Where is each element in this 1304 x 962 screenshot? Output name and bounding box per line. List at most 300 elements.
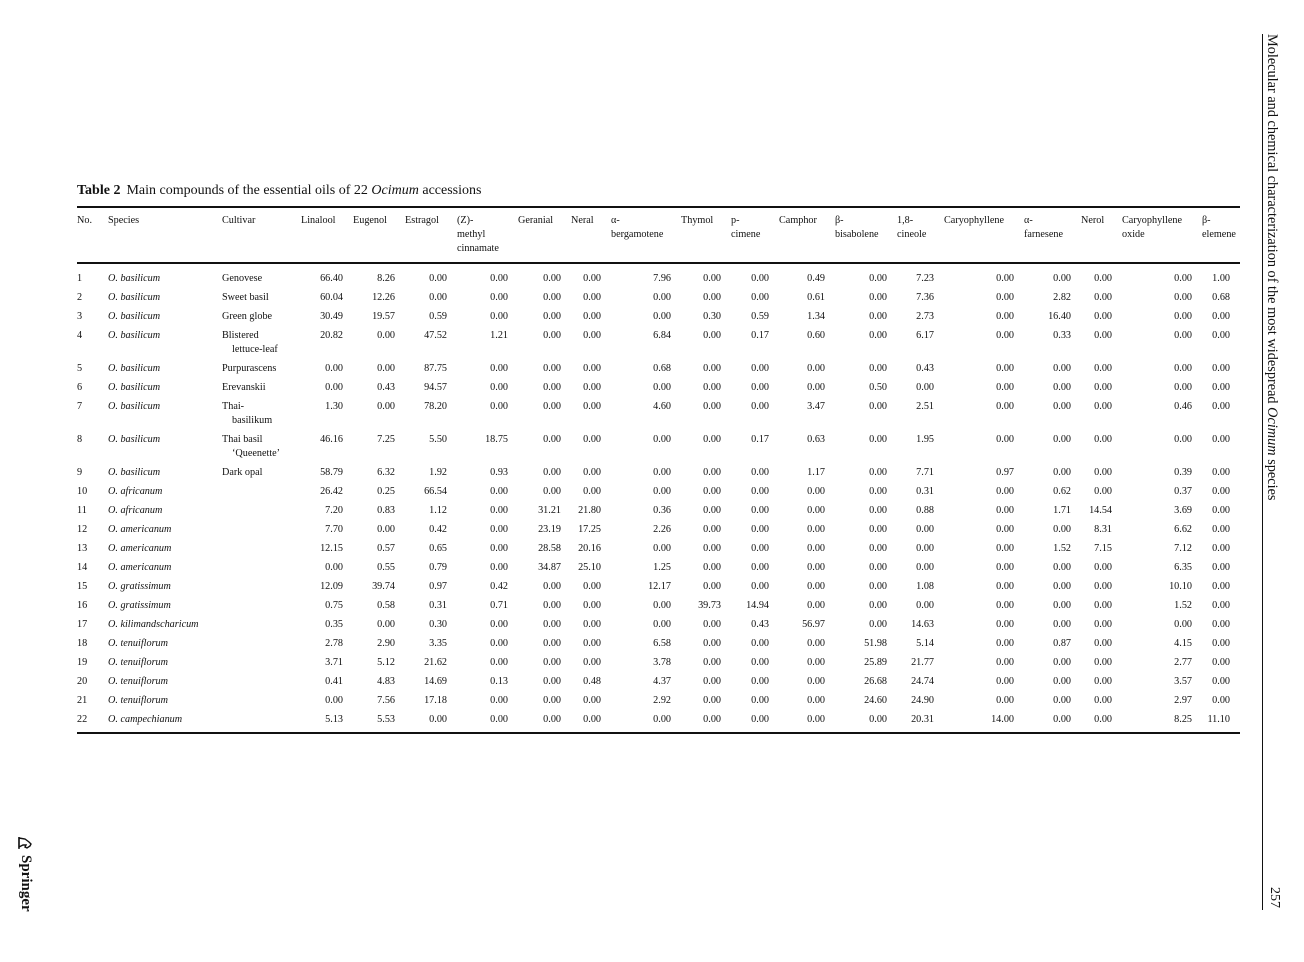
table-row [77, 713, 1240, 733]
value-cell: 0.00 [1053, 382, 1071, 393]
value-cell: 0.00 [653, 619, 671, 630]
cultivar-cell [222, 362, 301, 381]
row-number: 8 [77, 434, 83, 445]
column-header [731, 207, 779, 263]
table-row [77, 523, 1240, 542]
cultivar-cell [222, 561, 301, 580]
value-cell: 0.00 [1212, 543, 1230, 554]
value-cell: 0.00 [751, 562, 769, 573]
value-cell: 6.32 [377, 467, 395, 478]
value-cell: 0.17 [751, 434, 769, 445]
value-cell: 0.00 [996, 505, 1014, 516]
value-cell: 2.97 [1174, 695, 1192, 706]
value-cell: 0.55 [377, 562, 395, 573]
table-row [77, 310, 1240, 329]
column-header-line: Caryophyllene [944, 215, 1004, 226]
column-header-line: Neral [571, 215, 594, 226]
value-cell: 31.21 [538, 505, 561, 516]
value-cell: 56.97 [802, 619, 825, 630]
cultivar-cell [222, 485, 301, 504]
cultivar-cell [222, 599, 301, 618]
value-cell: 20.16 [578, 543, 601, 554]
value-cell: 0.59 [751, 311, 769, 322]
value-cell: 0.00 [543, 434, 561, 445]
value-cell: 0.00 [583, 434, 601, 445]
value-cell: 0.97 [429, 581, 447, 592]
value-cell: 0.00 [325, 363, 343, 374]
value-cell: 0.00 [869, 600, 887, 611]
value-cell: 0.00 [751, 581, 769, 592]
cultivar-cell [222, 542, 301, 561]
value-cell: 20.31 [911, 714, 934, 725]
column-header-line: oxide [1122, 229, 1145, 240]
publisher-name: Springer [18, 855, 34, 912]
value-cell: 7.36 [916, 292, 934, 303]
value-cell: 17.18 [424, 695, 447, 706]
value-cell: 0.00 [703, 619, 721, 630]
value-cell: 0.00 [1174, 273, 1192, 284]
cultivar-cell [222, 263, 301, 291]
cultivar-line: lettuce-leaf [232, 344, 278, 355]
value-cell: 0.65 [429, 543, 447, 554]
cultivar-cell [222, 637, 301, 656]
running-head-genus: Ocimum [1264, 407, 1280, 456]
value-cell: 7.20 [325, 505, 343, 516]
value-cell: 0.30 [429, 619, 447, 630]
value-cell: 0.00 [1053, 714, 1071, 725]
value-cell: 39.73 [698, 600, 721, 611]
value-cell: 0.00 [996, 434, 1014, 445]
value-cell: 6.35 [1174, 562, 1192, 573]
value-cell: 0.00 [653, 543, 671, 554]
value-cell: 0.00 [1212, 467, 1230, 478]
cultivar-line: Dark opal [222, 467, 263, 478]
species-cell: O. basilicum [108, 311, 161, 322]
value-cell: 0.00 [1212, 638, 1230, 649]
value-cell: 0.00 [490, 505, 508, 516]
row-number: 15 [77, 581, 88, 592]
value-cell: 0.00 [869, 330, 887, 341]
row-number: 11 [77, 505, 87, 516]
value-cell: 1.21 [490, 330, 508, 341]
value-cell: 0.00 [1094, 292, 1112, 303]
value-cell: 0.00 [996, 543, 1014, 554]
column-header-line: cinnamate [457, 243, 499, 254]
column-header [222, 207, 301, 263]
value-cell: 0.00 [1094, 401, 1112, 412]
value-cell: 14.54 [1089, 505, 1112, 516]
value-cell: 0.00 [703, 330, 721, 341]
species-cell: O. basilicum [108, 330, 161, 341]
value-cell: 6.17 [916, 330, 934, 341]
value-cell: 0.00 [543, 486, 561, 497]
value-cell: 0.00 [996, 600, 1014, 611]
value-cell: 0.00 [703, 562, 721, 573]
value-cell: 0.00 [807, 505, 825, 516]
value-cell: 0.00 [869, 434, 887, 445]
value-cell: 0.00 [583, 714, 601, 725]
table-row [77, 618, 1240, 637]
cultivar-cell [222, 291, 301, 310]
value-cell: 0.00 [996, 311, 1014, 322]
column-header [1024, 207, 1081, 263]
cultivar-line: Green globe [222, 311, 273, 322]
value-cell: 1.95 [916, 434, 934, 445]
column-header [779, 207, 835, 263]
value-cell: 0.62 [1053, 486, 1071, 497]
species-cell: O. americanum [108, 524, 172, 535]
table-row [77, 329, 1240, 362]
value-cell: 0.00 [807, 562, 825, 573]
row-number: 2 [77, 292, 83, 303]
value-cell: 0.00 [1053, 695, 1071, 706]
value-cell: 2.77 [1174, 657, 1192, 668]
value-cell: 0.00 [1094, 714, 1112, 725]
value-cell: 0.00 [325, 695, 343, 706]
running-head-rule [1262, 34, 1263, 910]
value-cell: 7.70 [325, 524, 343, 535]
value-cell: 5.12 [377, 657, 395, 668]
value-cell: 1.12 [429, 505, 447, 516]
value-cell: 0.00 [583, 273, 601, 284]
cultivar-line: Blistered [222, 330, 259, 341]
value-cell: 0.37 [1174, 486, 1192, 497]
column-header [897, 207, 944, 263]
column-header-line: p- [731, 215, 740, 226]
column-header-line: Estragol [405, 215, 439, 226]
value-cell: 0.00 [996, 401, 1014, 412]
value-cell: 0.00 [1212, 657, 1230, 668]
value-cell: 0.68 [653, 363, 671, 374]
value-cell: 2.26 [653, 524, 671, 535]
column-header [571, 207, 611, 263]
value-cell: 0.00 [583, 619, 601, 630]
value-cell: 5.50 [429, 434, 447, 445]
value-cell: 0.00 [543, 311, 561, 322]
value-cell: 0.00 [1212, 363, 1230, 374]
value-cell: 0.00 [490, 524, 508, 535]
value-cell: 51.98 [864, 638, 887, 649]
row-number: 17 [77, 619, 88, 630]
value-cell: 0.87 [1053, 638, 1071, 649]
value-cell: 0.00 [653, 486, 671, 497]
cultivar-cell [222, 675, 301, 694]
species-cell: O. tenuiflorum [108, 657, 168, 668]
species-cell: O. americanum [108, 543, 172, 554]
value-cell: 0.00 [653, 292, 671, 303]
species-cell: O. basilicum [108, 273, 161, 284]
table-caption [77, 183, 481, 199]
page-number: 257 [1267, 887, 1282, 908]
value-cell: 3.71 [325, 657, 343, 668]
row-number: 6 [77, 382, 83, 393]
value-cell: 0.33 [1053, 330, 1071, 341]
value-cell: 7.96 [653, 273, 671, 284]
value-cell: 0.00 [703, 676, 721, 687]
row-number: 18 [77, 638, 88, 649]
value-cell: 0.00 [1094, 695, 1112, 706]
value-cell: 0.00 [1212, 330, 1230, 341]
column-header-line: bisabolene [835, 229, 879, 240]
value-cell: 0.00 [703, 486, 721, 497]
cultivar-cell [222, 400, 301, 433]
value-cell: 0.00 [543, 638, 561, 649]
value-cell: 0.00 [1212, 505, 1230, 516]
value-cell: 0.00 [996, 638, 1014, 649]
value-cell: 0.41 [325, 676, 343, 687]
value-cell: 0.00 [996, 292, 1014, 303]
value-cell: 0.00 [807, 524, 825, 535]
value-cell: 2.51 [916, 401, 934, 412]
value-cell: 87.75 [424, 363, 447, 374]
value-cell: 1.08 [916, 581, 934, 592]
value-cell: 0.00 [751, 638, 769, 649]
value-cell: 0.00 [751, 543, 769, 554]
value-cell: 0.00 [703, 434, 721, 445]
springer-horse-icon [18, 835, 34, 851]
column-header-line: α- [1024, 215, 1033, 226]
value-cell: 0.00 [583, 363, 601, 374]
value-cell: 58.79 [320, 467, 343, 478]
value-cell: 0.00 [996, 524, 1014, 535]
value-cell: 0.00 [1053, 363, 1071, 374]
value-cell: 0.00 [490, 543, 508, 554]
table-row [77, 381, 1240, 400]
value-cell: 0.00 [869, 714, 887, 725]
value-cell: 0.00 [1053, 600, 1071, 611]
table-container [77, 206, 1240, 734]
column-header [405, 207, 457, 263]
value-cell: 0.00 [583, 695, 601, 706]
value-cell: 78.20 [424, 401, 447, 412]
value-cell: 0.00 [653, 600, 671, 611]
value-cell: 0.00 [1212, 676, 1230, 687]
value-cell: 0.00 [1094, 363, 1112, 374]
value-cell: 0.00 [543, 619, 561, 630]
species-cell: O. kilimandscharicum [108, 619, 199, 630]
value-cell: 0.00 [583, 467, 601, 478]
value-cell: 0.00 [869, 363, 887, 374]
value-cell: 0.31 [429, 600, 447, 611]
value-cell: 0.00 [703, 382, 721, 393]
value-cell: 0.00 [869, 619, 887, 630]
column-header [77, 207, 108, 263]
cultivar-cell [222, 310, 301, 329]
value-cell: 0.00 [1053, 467, 1071, 478]
value-cell: 0.00 [751, 676, 769, 687]
column-header [518, 207, 571, 263]
value-cell: 0.00 [807, 382, 825, 393]
value-cell: 0.00 [490, 486, 508, 497]
value-cell: 0.00 [807, 714, 825, 725]
value-cell: 0.83 [377, 505, 395, 516]
value-cell: 0.00 [490, 562, 508, 573]
value-cell: 4.15 [1174, 638, 1192, 649]
value-cell: 0.00 [751, 695, 769, 706]
table-row [77, 675, 1240, 694]
value-cell: 0.79 [429, 562, 447, 573]
value-cell: 0.57 [377, 543, 395, 554]
value-cell: 0.00 [490, 714, 508, 725]
value-cell: 3.47 [807, 401, 825, 412]
value-cell: 0.00 [751, 657, 769, 668]
value-cell: 0.00 [490, 638, 508, 649]
value-cell: 0.43 [377, 382, 395, 393]
value-cell: 24.90 [911, 695, 934, 706]
value-cell: 0.00 [703, 543, 721, 554]
running-head-text: Molecular and chemical characterization of the most widespread [1264, 34, 1280, 404]
value-cell: 0.00 [996, 562, 1014, 573]
value-cell: 2.90 [377, 638, 395, 649]
value-cell: 30.49 [320, 311, 343, 322]
table-label: Table 2 [77, 183, 121, 198]
value-cell: 0.63 [807, 434, 825, 445]
value-cell: 28.58 [538, 543, 561, 554]
value-cell: 6.58 [653, 638, 671, 649]
value-cell: 3.78 [653, 657, 671, 668]
value-cell: 3.69 [1174, 505, 1192, 516]
value-cell: 0.00 [1094, 676, 1112, 687]
column-header-line: cineole [897, 229, 927, 240]
value-cell: 0.00 [996, 273, 1014, 284]
row-number: 13 [77, 543, 88, 554]
value-cell: 0.00 [1212, 619, 1230, 630]
value-cell: 0.00 [583, 401, 601, 412]
cultivar-line: Thai basil [222, 434, 263, 445]
cultivar-cell [222, 713, 301, 733]
value-cell: 66.54 [424, 486, 447, 497]
value-cell: 0.42 [490, 581, 508, 592]
species-cell: O. basilicum [108, 467, 161, 478]
value-cell: 0.00 [807, 676, 825, 687]
cultivar-line: basilikum [232, 415, 273, 426]
cultivar-cell [222, 580, 301, 599]
value-cell: 1.00 [1212, 273, 1230, 284]
table-body [77, 263, 1240, 733]
value-cell: 0.75 [325, 600, 343, 611]
column-header-line: bergamotene [611, 229, 664, 240]
cultivar-cell [222, 523, 301, 542]
value-cell: 0.00 [751, 505, 769, 516]
value-cell: 0.00 [583, 657, 601, 668]
value-cell: 0.00 [490, 401, 508, 412]
caption-text-end: accessions [422, 183, 482, 198]
value-cell: 0.00 [1094, 273, 1112, 284]
value-cell: 0.00 [490, 657, 508, 668]
value-cell: 5.14 [916, 638, 934, 649]
value-cell: 0.00 [490, 382, 508, 393]
value-cell: 0.00 [807, 486, 825, 497]
value-cell: 0.00 [543, 600, 561, 611]
value-cell: 0.00 [703, 695, 721, 706]
column-header [944, 207, 1024, 263]
column-header-line: β- [835, 215, 844, 226]
species-cell: O. tenuiflorum [108, 638, 168, 649]
value-cell: 0.00 [653, 434, 671, 445]
table-row [77, 580, 1240, 599]
species-cell: O. tenuiflorum [108, 676, 168, 687]
value-cell: 0.00 [1174, 311, 1192, 322]
value-cell: 0.00 [429, 714, 447, 725]
value-cell: 0.00 [996, 486, 1014, 497]
value-cell: 0.00 [996, 676, 1014, 687]
column-header [1122, 207, 1202, 263]
value-cell: 20.82 [320, 330, 343, 341]
value-cell: 0.00 [583, 292, 601, 303]
caption-text: Main compounds of the essential oils of 22 [126, 183, 368, 198]
table-row [77, 466, 1240, 485]
value-cell: 3.57 [1174, 676, 1192, 687]
value-cell: 0.00 [543, 581, 561, 592]
value-cell: 0.00 [807, 363, 825, 374]
value-cell: 14.69 [424, 676, 447, 687]
value-cell: 0.00 [377, 401, 395, 412]
column-header-line: Geranial [518, 215, 554, 226]
value-cell: 0.00 [1174, 292, 1192, 303]
value-cell: 0.00 [996, 619, 1014, 630]
value-cell: 0.00 [1212, 311, 1230, 322]
value-cell: 0.13 [490, 676, 508, 687]
value-cell: 0.43 [751, 619, 769, 630]
running-head-suffix: species [1264, 459, 1280, 501]
value-cell: 0.00 [1212, 434, 1230, 445]
value-cell: 0.00 [653, 714, 671, 725]
value-cell: 0.00 [703, 714, 721, 725]
value-cell: 0.00 [1212, 382, 1230, 393]
value-cell: 16.40 [1048, 311, 1071, 322]
column-header-line: farnesene [1024, 229, 1064, 240]
value-cell: 12.17 [648, 581, 671, 592]
value-cell: 21.77 [911, 657, 934, 668]
value-cell: 0.00 [1053, 676, 1071, 687]
value-cell: 7.71 [916, 467, 934, 478]
row-number: 16 [77, 600, 88, 611]
value-cell: 0.00 [807, 600, 825, 611]
table-row [77, 561, 1240, 580]
table-row [77, 637, 1240, 656]
value-cell: 0.00 [1094, 330, 1112, 341]
column-header [108, 207, 222, 263]
value-cell: 0.42 [429, 524, 447, 535]
value-cell: 0.00 [1094, 434, 1112, 445]
value-cell: 0.00 [1212, 486, 1230, 497]
value-cell: 0.00 [751, 401, 769, 412]
column-header-line: Thymol [681, 215, 714, 226]
value-cell: 0.00 [869, 581, 887, 592]
value-cell: 1.71 [1053, 505, 1071, 516]
value-cell: 0.00 [377, 330, 395, 341]
value-cell: 5.53 [377, 714, 395, 725]
header-row [77, 207, 1240, 263]
value-cell: 5.13 [325, 714, 343, 725]
table-row [77, 362, 1240, 381]
column-header [1081, 207, 1122, 263]
value-cell: 0.00 [1053, 657, 1071, 668]
value-cell: 14.94 [746, 600, 769, 611]
value-cell: 0.00 [996, 382, 1014, 393]
value-cell: 0.00 [583, 638, 601, 649]
value-cell: 0.00 [703, 292, 721, 303]
value-cell: 0.00 [1053, 524, 1071, 535]
value-cell: 0.00 [1053, 619, 1071, 630]
species-cell: O. basilicum [108, 434, 161, 445]
value-cell: 0.00 [996, 695, 1014, 706]
value-cell: 0.00 [490, 273, 508, 284]
value-cell: 0.00 [703, 273, 721, 284]
value-cell: 0.00 [751, 524, 769, 535]
column-header-line: 1,8- [897, 215, 914, 226]
value-cell: 0.00 [543, 714, 561, 725]
